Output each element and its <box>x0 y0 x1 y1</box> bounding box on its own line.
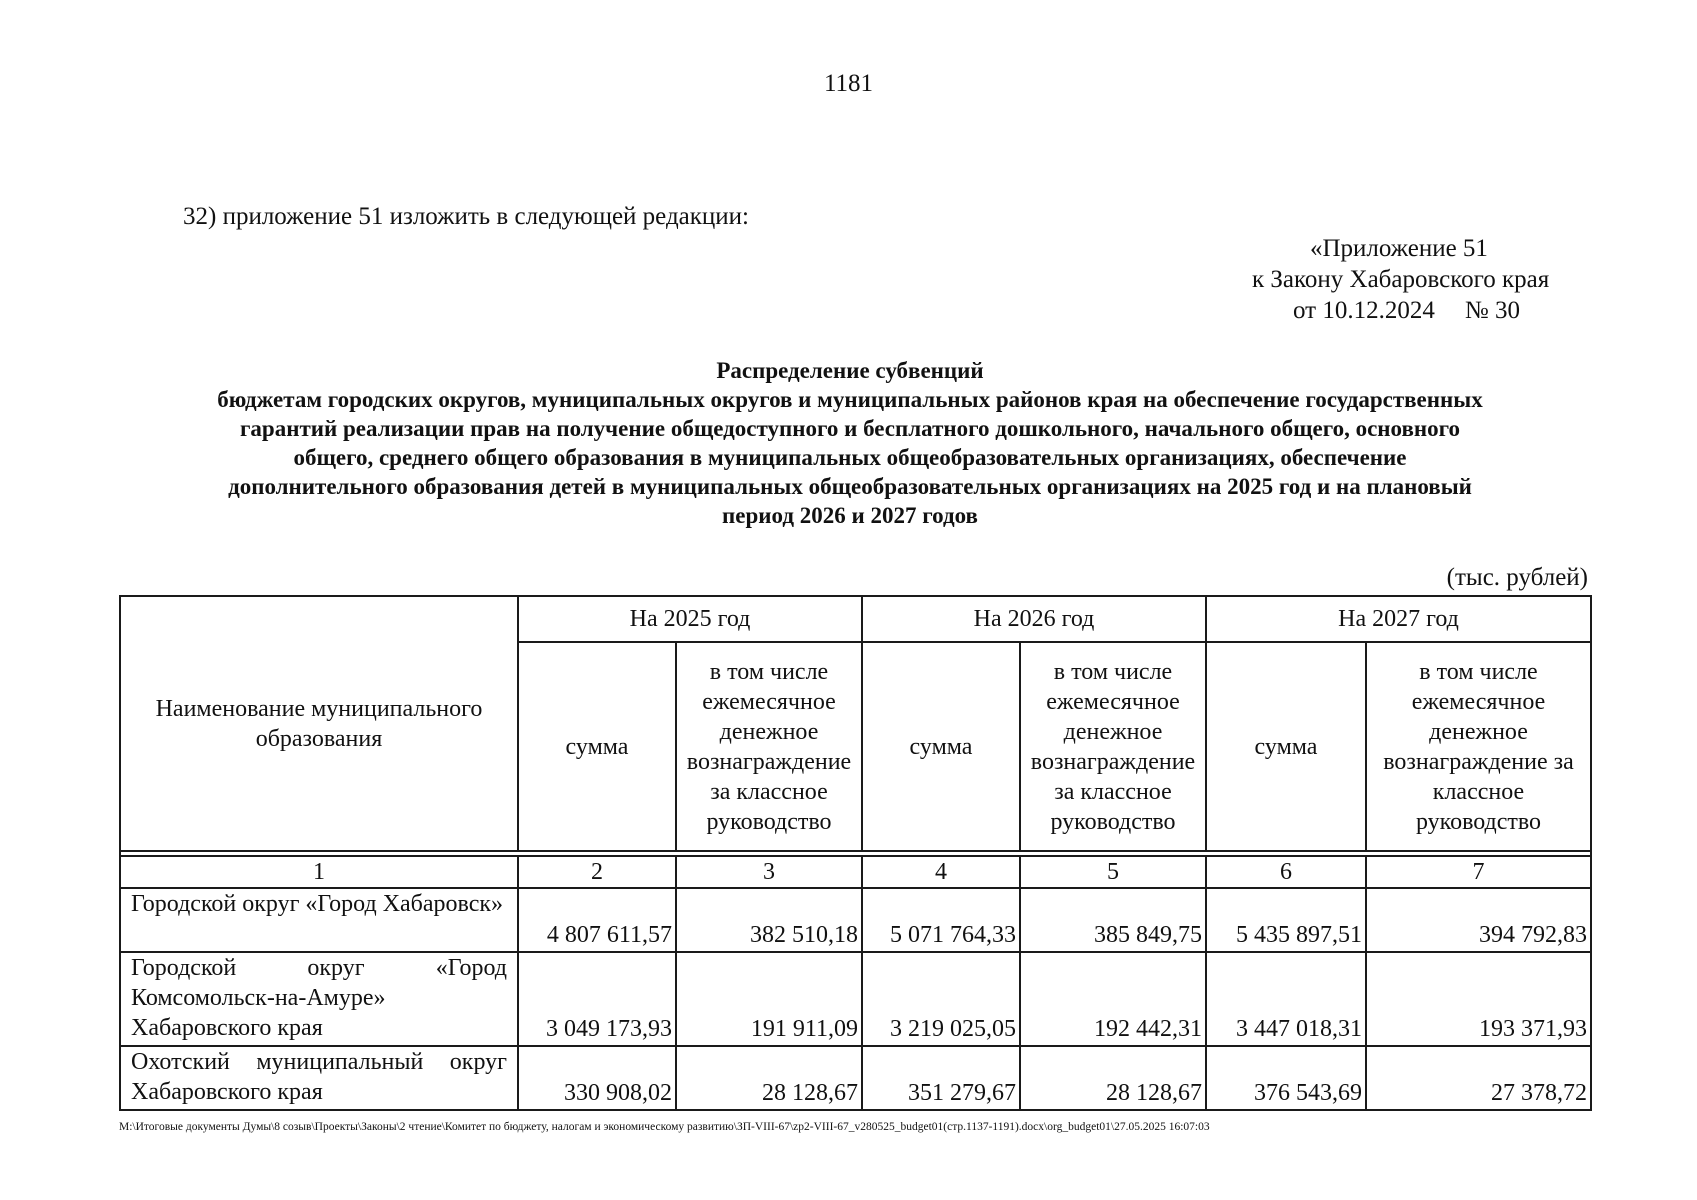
column-number: 1 <box>120 856 518 888</box>
value-cell: 3 049 173,93 <box>518 952 676 1046</box>
header-year-2027: На 2027 год <box>1206 596 1591 642</box>
header-row-years <box>120 596 1591 642</box>
header-year-2026: На 2026 год <box>862 596 1206 642</box>
table-row <box>120 888 1591 952</box>
header-municipality: Наименование муниципального образования <box>120 596 518 851</box>
appendix-date: от 10.12.2024 <box>1293 297 1435 324</box>
appendix-law: к Закону Хабаровского края <box>1252 266 1550 293</box>
title-line: гарантий реализации прав на получение общедоступного и бесплатного дошкольного, начального общего, основного <box>239 416 1461 441</box>
appendix-date-line <box>1100 295 1574 326</box>
value-cell: 193 371,93 <box>1366 952 1591 1046</box>
column-number: 2 <box>518 856 676 888</box>
value-cell: 4 807 611,57 <box>518 888 676 952</box>
title-line: период 2026 и 2027 годов <box>722 503 978 528</box>
header-sum: сумма <box>1206 642 1366 851</box>
appendix-reference <box>1100 233 1574 326</box>
value-cell: 394 792,83 <box>1366 888 1591 952</box>
header-monthly-reward: в том числе ежемесячное денежное вознаграждение за классное руководство <box>1366 642 1591 851</box>
header-sum: сумма <box>518 642 676 851</box>
title-line: Распределение субвенций <box>716 358 984 383</box>
value-cell: 27 378,72 <box>1366 1046 1591 1110</box>
appendix-title: «Приложение 51 <box>1310 235 1488 262</box>
units-label: (тыс. рублей) <box>1446 564 1588 591</box>
value-cell: 28 128,67 <box>1020 1046 1206 1110</box>
value-cell: 28 128,67 <box>676 1046 862 1110</box>
value-cell: 376 543,69 <box>1206 1046 1366 1110</box>
title-line: дополнительного образования детей в муниципальных общеобразовательных организациях на 2025 год и на плановый <box>228 474 1472 499</box>
column-number: 4 <box>862 856 1020 888</box>
footer-file-path: М:\Итоговые документы Думы\8 созыв\Проекты\Законы\2 чтение\Комитет по бюджету, налогам и экономическому развитию\ЗП-VIII-67\zp2-VIII-67_v280525_budget01(стр.1137-1191).docx\org_budget01\27.05.2025 16:07:03 <box>119 1121 1210 1133</box>
header-year-2025: На 2025 год <box>518 596 862 642</box>
value-cell: 191 911,09 <box>676 952 862 1046</box>
column-number: 7 <box>1366 856 1591 888</box>
title-line: общего, среднего общего образования в муниципальных общеобразовательных организациях, обеспечение <box>293 445 1407 470</box>
municipality-name: Городской округ «Город Хабаровск» <box>120 888 518 952</box>
page-number: 1181 <box>823 70 874 97</box>
value-cell: 382 510,18 <box>676 888 862 952</box>
appendix-number: № 30 <box>1464 297 1520 324</box>
column-number: 5 <box>1020 856 1206 888</box>
column-number-row <box>120 856 1591 888</box>
value-cell: 3 447 018,31 <box>1206 952 1366 1046</box>
table-row <box>120 952 1591 1046</box>
title-line: бюджетам городских округов, муниципальных округов и муниципальных районов края на обеспечение государственных <box>217 387 1483 412</box>
header-monthly-reward: в том числе ежемесячное денежное вознаграждение за классное руководство <box>1020 642 1206 851</box>
value-cell: 385 849,75 <box>1020 888 1206 952</box>
amendment-instruction: 32) приложение 51 изложить в следующей редакции: <box>183 203 749 230</box>
value-cell: 351 279,67 <box>862 1046 1020 1110</box>
value-cell: 330 908,02 <box>518 1046 676 1110</box>
document-title <box>110 356 1590 530</box>
column-number: 6 <box>1206 856 1366 888</box>
table-row <box>120 1046 1591 1110</box>
value-cell: 3 219 025,05 <box>862 952 1020 1046</box>
value-cell: 5 435 897,51 <box>1206 888 1366 952</box>
value-cell: 5 071 764,33 <box>862 888 1020 952</box>
value-cell: 192 442,31 <box>1020 952 1206 1046</box>
header-monthly-reward: в том числе ежемесячное денежное вознаграждение за классное руководство <box>676 642 862 851</box>
header-sum: сумма <box>862 642 1020 851</box>
column-number: 3 <box>676 856 862 888</box>
municipality-name: Охотский муниципальный округ Хабаровского края <box>120 1046 518 1110</box>
municipality-name: Городской округ «Город Комсомольск-на-Амуре» Хабаровского края <box>120 952 518 1046</box>
subvention-table <box>119 595 1592 1111</box>
